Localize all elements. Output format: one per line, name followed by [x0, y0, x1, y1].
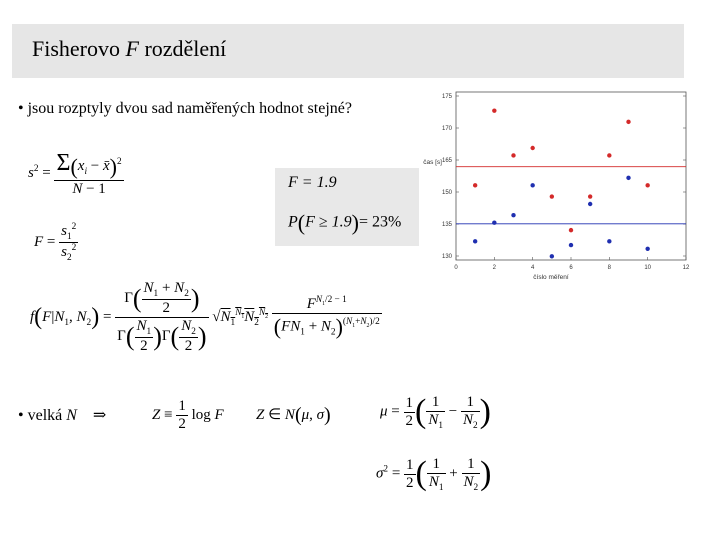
- data-point-0: [645, 183, 649, 187]
- data-point-1: [626, 176, 630, 180]
- data-point-0: [511, 153, 515, 157]
- data-point-1: [569, 243, 573, 247]
- measurement-scatter-chart: [420, 84, 700, 294]
- mu-formula: μ = $\frac{1}{2}$ ( $\frac{1}{N_1}$ − $\frac{1}{N_2}$ ): [380, 393, 491, 431]
- data-point-0: [530, 146, 534, 150]
- y-tick-label: 150: [441, 190, 452, 196]
- data-point-1: [492, 220, 496, 224]
- x-tick-label: 2: [492, 265, 497, 271]
- bullet-variances-equal: • jsou rozptyly dvou sad naměřených hodnot stejné?: [18, 100, 352, 117]
- bullet-large-n: • velká N ⇒: [18, 407, 107, 424]
- data-point-0: [588, 194, 592, 198]
- variance-formula: $s^2$ = $\frac{\Sigma(x_i - x̄)^2}{N - 1}$: [28, 150, 122, 197]
- probability: P(F ≥ 1.9)= 23%: [288, 210, 402, 235]
- data-point-1: [511, 213, 515, 217]
- data-point-1: [473, 239, 477, 243]
- f-ratio-formula: F = $\frac{s_1^2}{s_2^2}$: [34, 222, 77, 263]
- x-tick-label: 12: [682, 265, 690, 271]
- z-definition: Z ≡ $\frac{1}{2}$ log F: [152, 398, 224, 432]
- data-point-0: [492, 108, 496, 112]
- data-point-1: [530, 183, 534, 187]
- title-suffix: rozdělení: [144, 36, 227, 61]
- data-point-1: [550, 254, 554, 258]
- data-point-1: [588, 202, 592, 206]
- x-tick-label: 8: [607, 265, 612, 271]
- y-axis-label: čas [s]: [423, 159, 442, 166]
- data-point-0: [626, 120, 630, 124]
- y-tick-label: 135: [441, 222, 452, 228]
- data-point-0: [473, 183, 477, 187]
- title-prefix: Fisherovo: [32, 36, 120, 61]
- y-tick-label: 165: [441, 158, 452, 164]
- plot-frame: [456, 92, 686, 260]
- x-tick-label: 0: [454, 265, 458, 271]
- data-point-0: [569, 228, 573, 232]
- x-tick-label: 4: [530, 265, 535, 271]
- data-point-1: [645, 247, 649, 251]
- slide-title: [32, 36, 226, 62]
- fisher-density-formula: $f(F|N_1$, $N_2$) = Γ( $\frac{N_1 + N_2}{2}$ ) Γ( $\frac{N_1}{2}$ )Γ( $\frac{N_2}{2}$ ) $√N_1^{N_1}N_2^{N_2}$ $\frac{F^{N_1/2 - 1}}{(FN_1 + N_2)^{(N_1+N_2)/2}}$: [30, 280, 380, 354]
- title-bar: [12, 24, 684, 78]
- y-tick-label: 130: [441, 254, 452, 260]
- data-point-0: [607, 153, 611, 157]
- sigma-formula: $\sigma^2$ = $\frac{1}{2}$ ( $\frac{1}{N_1}$ + $\frac{1}{N_2}$ ): [376, 455, 492, 493]
- title-var: F: [125, 36, 139, 61]
- f-value: F = 1.9: [288, 174, 337, 191]
- x-tick-label: 6: [569, 265, 573, 271]
- x-axis-label: číslo měření: [533, 274, 569, 281]
- y-tick-label: 175: [441, 94, 452, 100]
- data-point-0: [550, 194, 554, 198]
- y-tick-label: 170: [441, 126, 452, 132]
- z-normal: Z ∈ N(μ, σ): [256, 404, 331, 426]
- x-tick-label: 10: [644, 265, 652, 271]
- data-point-1: [607, 239, 611, 243]
